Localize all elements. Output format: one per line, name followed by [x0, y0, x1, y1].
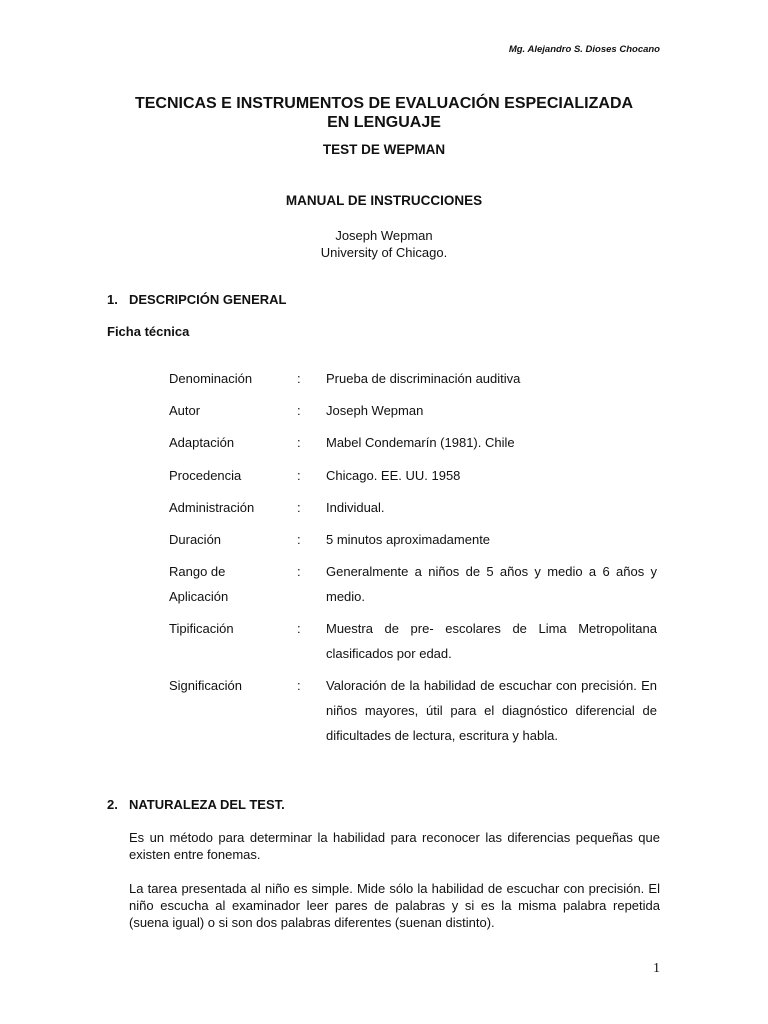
- section-number: 2.: [107, 797, 118, 812]
- row-label: Adaptación: [169, 435, 235, 450]
- document-title: [0, 94, 768, 132]
- row-label: Duración: [169, 532, 222, 547]
- row-value: Valoración de la habilidad de escuchar con precisión. En niños mayores, útil para el diagnóstico diferencial de dificultades de lectura, escritura y habla.: [326, 678, 657, 743]
- page-number: 1: [653, 961, 660, 976]
- row-colon: :: [297, 621, 301, 636]
- section-1-heading: [107, 292, 286, 307]
- row-colon: :: [297, 500, 301, 515]
- section-number: 1.: [107, 292, 118, 307]
- manual-heading: MANUAL DE INSTRUCCIONES: [285, 193, 483, 208]
- title-line-1: TECNICAS E INSTRUMENTOS DE EVALUACIÓN ESPECIALIZADA: [134, 95, 634, 112]
- byline: [0, 227, 768, 261]
- row-value: Individual.: [326, 500, 385, 515]
- row-label: Rango de Aplicación: [169, 564, 229, 604]
- row-label: Administración: [169, 500, 255, 515]
- row-value: Chicago. EE. UU. 1958: [326, 468, 461, 483]
- section-2-heading: [107, 797, 285, 812]
- test-affiliation: University of Chicago.: [320, 245, 448, 260]
- row-label: Procedencia: [169, 468, 242, 483]
- row-value: Muestra de pre- escolares de Lima Metropolitana clasificados por edad.: [326, 621, 657, 661]
- document-author: Mg. Alejandro S. Dioses Chocano: [508, 44, 660, 55]
- row-value: Generalmente a niños de 5 años y medio a 6 años y medio.: [326, 564, 657, 604]
- row-value: Prueba de discriminación auditiva: [326, 371, 521, 386]
- row-value: 5 minutos aproximadamente: [326, 532, 491, 547]
- row-colon: :: [297, 564, 301, 579]
- row-colon: :: [297, 468, 301, 483]
- row-value: Joseph Wepman: [326, 403, 424, 418]
- row-label: Denominación: [169, 371, 253, 386]
- paragraph-1: Es un método para determinar la habilidad para reconocer las diferencias pequeñas que existen entre fonemas.: [129, 830, 660, 862]
- row-label: Significación: [169, 678, 242, 693]
- row-colon: :: [297, 403, 301, 418]
- paragraph-2: La tarea presentada al niño es simple. Mide sólo la habilidad de escuchar con precisión. El niño escucha al examinador leer pares de palabras y si es la misma palabra repetida (suena igual) o si son dos palabras diferentes (suenan distinto).: [129, 881, 660, 930]
- row-label: Autor: [169, 403, 201, 418]
- row-label: Tipificación: [169, 621, 234, 636]
- test-name: TEST DE WEPMAN: [322, 142, 446, 157]
- row-colon: :: [297, 435, 301, 450]
- section-title: DESCRIPCIÓN GENERAL: [129, 292, 287, 307]
- row-colon: :: [297, 532, 301, 547]
- title-line-2: EN LENGUAJE: [327, 114, 441, 131]
- section-title: NATURALEZA DEL TEST.: [129, 797, 285, 812]
- row-colon: :: [297, 371, 301, 386]
- ficha-tecnica-heading: Ficha técnica: [107, 324, 190, 339]
- row-colon: :: [297, 678, 301, 693]
- test-author: Joseph Wepman: [335, 228, 433, 243]
- row-value: Mabel Condemarín (1981). Chile: [326, 435, 515, 450]
